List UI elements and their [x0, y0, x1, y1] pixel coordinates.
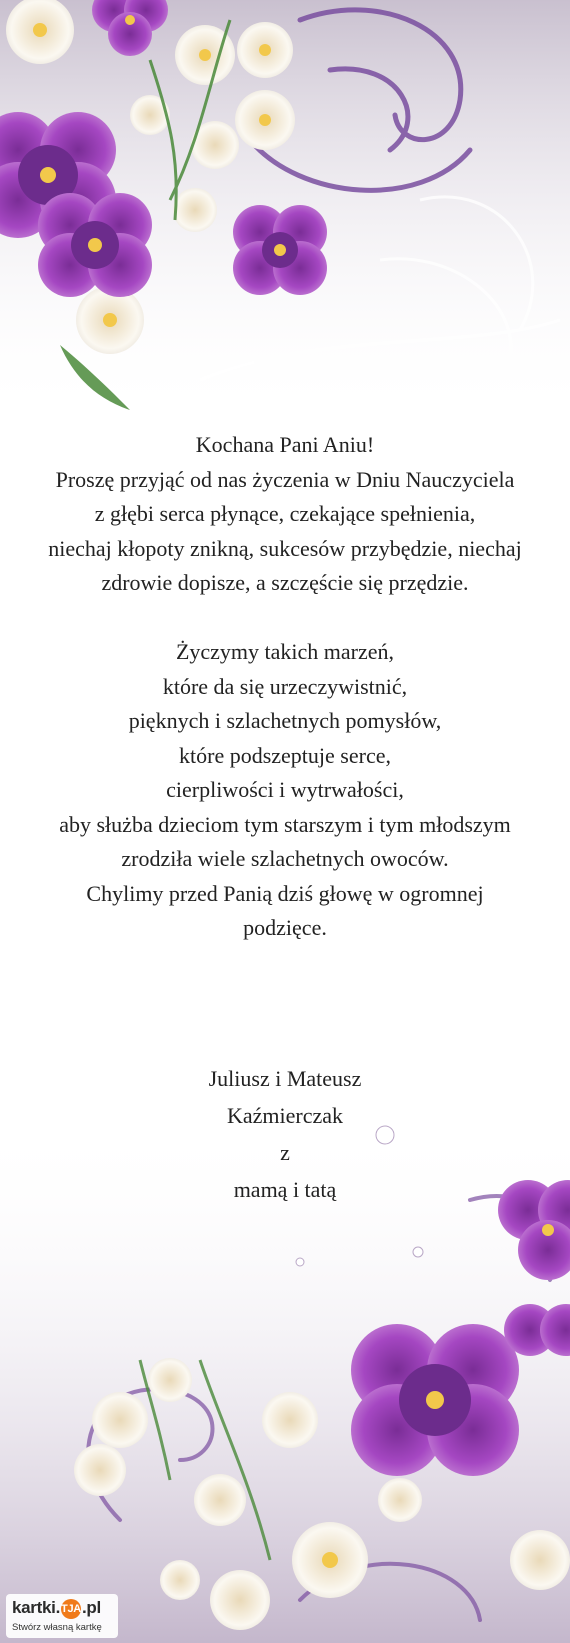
greeting-line: Proszę przyjąć od nas życzenia w Dniu Nauczyciela: [55, 466, 515, 492]
site-logo[interactable]: [6, 1594, 118, 1638]
greeting-line: Kochana Pani Aniu!: [195, 432, 375, 457]
signature-line: mamą i tatą: [233, 1177, 337, 1202]
greeting-line: pięknych i szlachetnych pomysłów,: [128, 708, 442, 733]
greeting-line: podzięce.: [243, 915, 327, 940]
greeting-line: zrodziła wiele szlachetnych owoców.: [121, 846, 449, 871]
greeting-line: zdrowie dopisze, a szczęście się przędzie.: [101, 570, 469, 595]
signature-line: Kaźmierczak: [226, 1103, 344, 1128]
greeting-line: niechaj kłopoty znikną, sukcesów przybędzie, niechaj: [48, 535, 522, 561]
greeting-line: z głębi serca płynące, czekające spełnienia,: [94, 501, 476, 526]
logo-badge-icon: TJA: [61, 1599, 81, 1619]
greeting-line: Życzymy takich marzeń,: [175, 639, 395, 664]
logo-wordmark: [12, 1598, 101, 1619]
logo-tagline: Stwórz własną kartkę: [12, 1622, 102, 1633]
greeting-line: Chylimy przed Panią dziś głowę w ogromnej: [86, 880, 484, 906]
greeting-line-blank: [20, 601, 550, 636]
signature-line: Juliusz i Mateusz: [208, 1066, 362, 1091]
greeting-line: aby służba dzieciom tym starszym i tym młodszym: [59, 811, 511, 837]
signature: [20, 1060, 550, 1208]
greeting-line: które da się urzeczywistnić,: [162, 673, 408, 699]
greeting-line: cierpliwości i wytrwałości,: [166, 777, 404, 802]
signature-line: z: [280, 1140, 290, 1165]
logo-name-right: .pl: [82, 1598, 101, 1617]
logo-name-left: kartki.: [12, 1598, 60, 1617]
greeting-line: które podszeptuje serce,: [179, 742, 391, 768]
greeting-message: [20, 428, 550, 946]
